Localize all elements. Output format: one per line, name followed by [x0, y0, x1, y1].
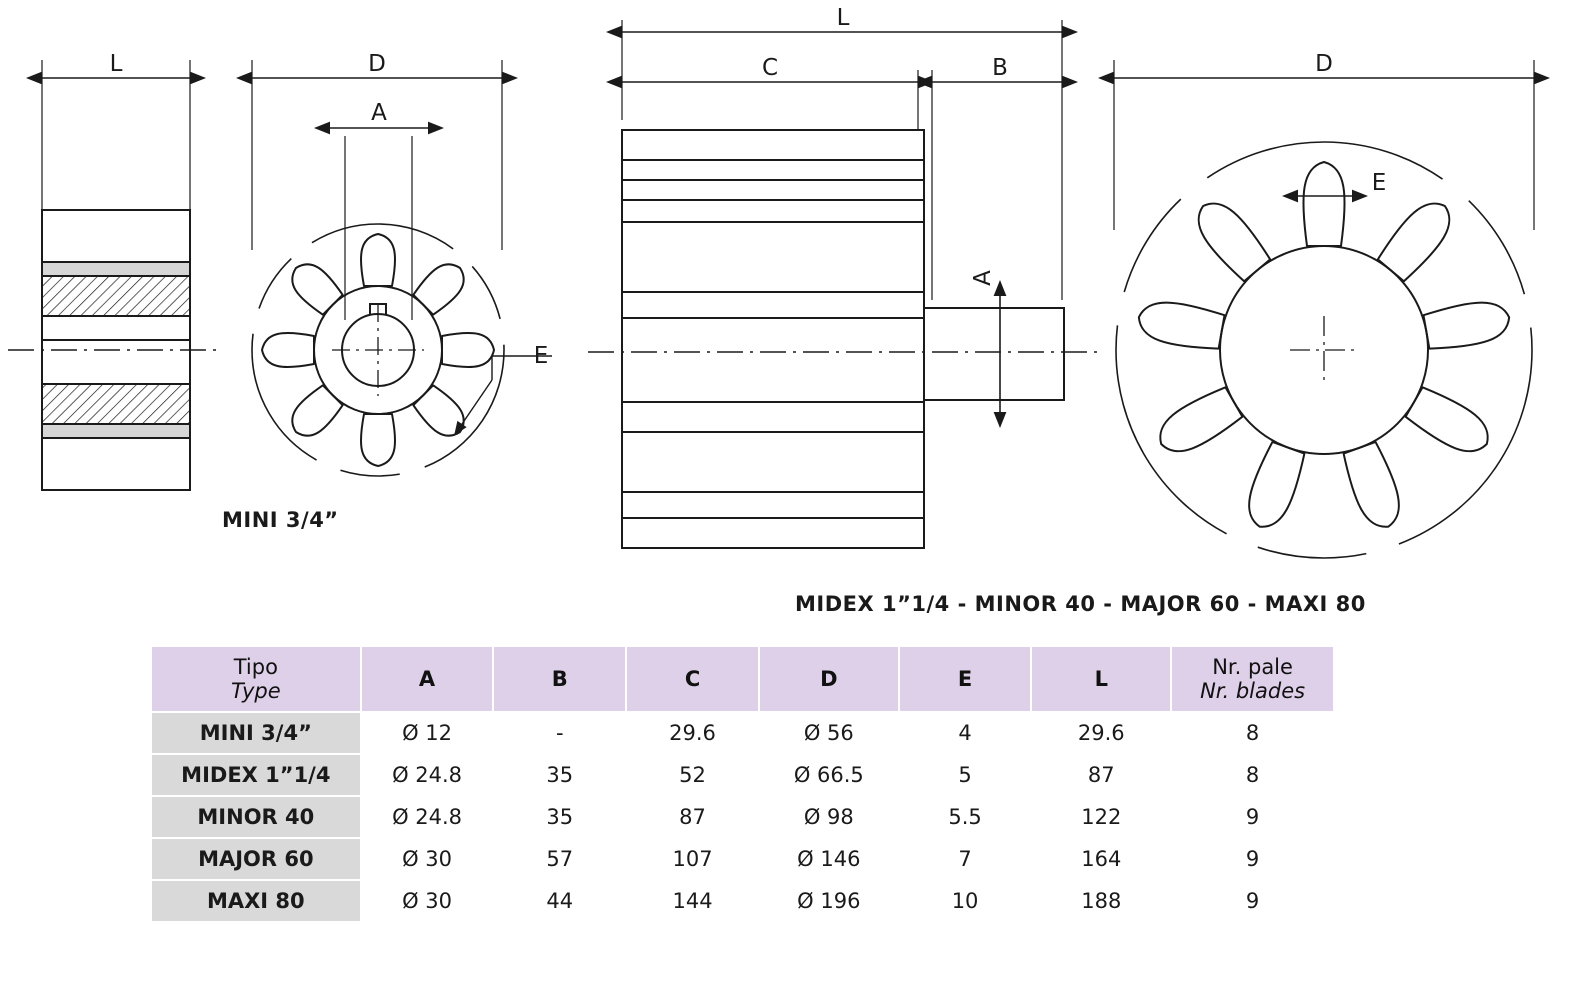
cell-type: MINI 3/4” [151, 712, 361, 754]
cell-l: 164 [1031, 838, 1171, 880]
dim-label-mid-C: C [761, 55, 779, 81]
cell-e: 5.5 [899, 796, 1032, 838]
cell-a: Ø 30 [361, 838, 494, 880]
mini-side-section-view [8, 60, 222, 490]
table-row [151, 838, 1334, 880]
cell-d: Ø 56 [759, 712, 899, 754]
dim-label-mid-A: A [970, 270, 996, 286]
cell-c: 107 [626, 838, 759, 880]
cell-blades: 8 [1171, 754, 1334, 796]
cell-blades: 9 [1171, 838, 1334, 880]
header-d: D [759, 646, 899, 712]
mini-view-caption: MINI 3/4” [222, 508, 339, 532]
cell-type: MIDEX 1”1/4 [151, 754, 361, 796]
cell-a: Ø 12 [361, 712, 494, 754]
header-blades: Nr. pale Nr. blades [1171, 646, 1334, 712]
cell-c: 29.6 [626, 712, 759, 754]
table-row [151, 880, 1334, 922]
dim-label-front-E: E [533, 343, 549, 369]
cell-b: 44 [493, 880, 626, 922]
cell-e: 7 [899, 838, 1032, 880]
header-b: B [493, 646, 626, 712]
cell-d: Ø 98 [759, 796, 899, 838]
dim-label-left-L: L [109, 51, 123, 77]
dim-label-front-A: A [371, 100, 387, 126]
table-row [151, 796, 1334, 838]
midex-side-view [588, 20, 1098, 548]
cell-e: 4 [899, 712, 1032, 754]
cell-type: MAJOR 60 [151, 838, 361, 880]
cell-c: 52 [626, 754, 759, 796]
cell-b: - [493, 712, 626, 754]
header-c: C [626, 646, 759, 712]
cell-blades: 9 [1171, 796, 1334, 838]
midex-front-view [1114, 60, 1534, 558]
dim-label-mid-L: L [836, 5, 850, 31]
cell-c: 144 [626, 880, 759, 922]
cell-blades: 8 [1171, 712, 1334, 754]
cell-e: 5 [899, 754, 1032, 796]
dim-label-right-E: E [1371, 170, 1387, 196]
cell-d: Ø 66.5 [759, 754, 899, 796]
cell-l: 29.6 [1031, 712, 1171, 754]
cell-l: 87 [1031, 754, 1171, 796]
cell-b: 35 [493, 796, 626, 838]
cell-a: Ø 30 [361, 880, 494, 922]
header-e: E [899, 646, 1032, 712]
cell-a: Ø 24.8 [361, 796, 494, 838]
dim-label-right-D: D [1315, 51, 1333, 77]
cell-l: 122 [1031, 796, 1171, 838]
specification-table-wrapper [150, 645, 1335, 923]
dim-label-front-D: D [368, 51, 386, 77]
header-a: A [361, 646, 494, 712]
cell-d: Ø 146 [759, 838, 899, 880]
table-row [151, 754, 1334, 796]
table-header-row [151, 646, 1334, 712]
specification-table [150, 645, 1335, 923]
midex-view-caption: MIDEX 1”1/4 - MINOR 40 - MAJOR 60 - MAXI 80 [795, 592, 1366, 616]
header-type: Tipo Type [151, 646, 361, 712]
cell-type: MAXI 80 [151, 880, 361, 922]
table-row [151, 712, 1334, 754]
mini-front-view [252, 60, 552, 476]
cell-b: 57 [493, 838, 626, 880]
cell-e: 10 [899, 880, 1032, 922]
cell-l: 188 [1031, 880, 1171, 922]
cell-blades: 9 [1171, 880, 1334, 922]
cell-b: 35 [493, 754, 626, 796]
cell-a: Ø 24.8 [361, 754, 494, 796]
cell-type: MINOR 40 [151, 796, 361, 838]
cell-c: 87 [626, 796, 759, 838]
header-l: L [1031, 646, 1171, 712]
dim-label-mid-B: B [992, 55, 1008, 81]
cell-d: Ø 196 [759, 880, 899, 922]
